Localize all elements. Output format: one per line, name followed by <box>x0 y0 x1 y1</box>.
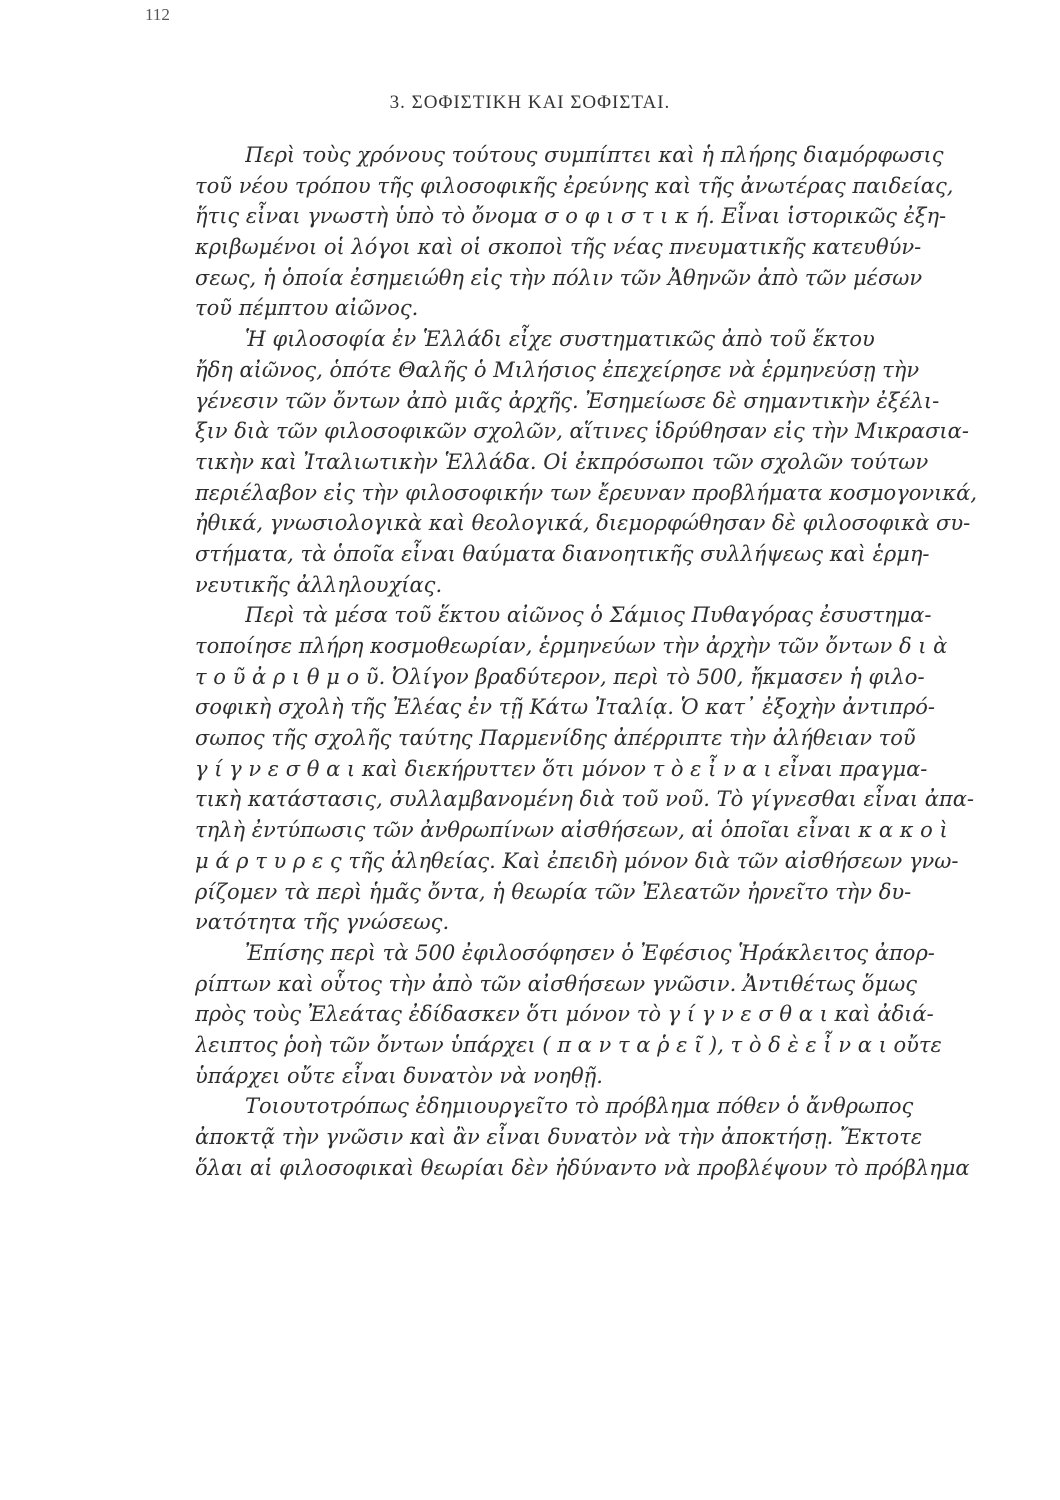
text-line: τικὴν καὶ Ἰταλιωτικὴν Ἑλλάδα. Οἱ ἐκπρόσωποι τῶν σχολῶν τούτων <box>195 449 929 474</box>
text-line: τ ο ῦ ἀ ρ ι θ μ ο ῦ. Ὀλίγον βραδύτερον, περὶ τὸ 500, ἤκμασεν ἡ φιλο- <box>195 664 925 689</box>
text-line: τηλὴ ἐντύπωσις τῶν ἀνθρωπίνων αἰσθήσεων, αἱ ὁποῖαι εἶναι κ α κ ο ὶ <box>195 818 948 843</box>
text-line: γ ί γ ν ε σ θ α ι καὶ διεκήρυττεν ὅτι μόνον τ ὸ ε ἶ ν α ι εἶναι πραγμα- <box>195 756 928 781</box>
text-line: ξιν διὰ τῶν φιλοσοφικῶν σχολῶν, αἵτινες ἱδρύθησαν εἰς τὴν Μικρασια- <box>195 419 969 444</box>
body-text <box>195 140 995 1183</box>
text-line: περιέλαβον εἰς τὴν φιλοσοφικήν των ἔρευναν προβλήματα κοσμογονικά, <box>195 480 978 505</box>
text-line: ρίζομεν τὰ περὶ ἡμᾶς ὄντα, ἡ θεωρία τῶν Ἐλεατῶν ἠρνεῖτο τὴν δυ- <box>195 879 912 904</box>
text-line: νευτικῆς ἀλληλουχίας. <box>195 572 443 597</box>
section-title: 3. ΣΟΦΙΣΤΙΚΗ ΚΑΙ ΣΟΦΙΣΤΑΙ. <box>389 92 671 113</box>
text-line: Ἐπίσης περὶ τὰ 500 ἐφιλοσόφησεν ὁ Ἐφέσιος Ἡράκλειτος ἀπορ- <box>245 940 935 965</box>
text-line: ἤδη αἰῶνος, ὁπότε Θαλῆς ὁ Μιλήσιος ἐπεχείρησε νὰ ἑρμηνεύσῃ τὴν <box>195 357 920 382</box>
text-line: γένεσιν τῶν ὄντων ἀπὸ μιᾶς ἀρχῆς. Ἐσημείωσε δὲ σημαντικὴν ἐξέλι- <box>195 388 940 413</box>
text-line: ἥτις εἶναι γνωστὴ ὑπὸ τὸ ὄνομα σ ο φ ι σ τ ι κ ή. Εἶναι ἱστορικῶς ἐξη- <box>195 204 947 229</box>
text-line: Τοιουτοτρόπως ἐδημιουργεῖτο τὸ πρόβλημα πόθεν ὁ ἄνθρωπος <box>245 1094 914 1119</box>
text-line: μ ά ρ τ υ ρ ε ς τῆς ἀληθείας. Καὶ ἐπειδὴ μόνον διὰ τῶν αἰσθήσεων γνω- <box>195 848 959 873</box>
text-line: ρίπτων καὶ οὗτος τὴν ἀπὸ τῶν αἰσθήσεων γνῶσιν. Ἀντιθέτως ὅμως <box>195 971 917 996</box>
text-line: πρὸς τοὺς Ἐλεάτας ἐδίδασκεν ὅτι μόνον τὸ γ ί γ ν ε σ θ α ι καὶ ἀδιά- <box>195 1002 934 1027</box>
text-line: ἀποκτᾷ τὴν γνῶσιν καὶ ἂν εἶναι δυνατὸν νὰ τὴν ἀποκτήσῃ. Ἔκτοτε <box>195 1125 923 1149</box>
text-line: ὑπάρχει οὔτε εἶναι δυνατὸν νὰ νοηθῇ. <box>195 1063 603 1088</box>
text-line: τοῦ νέου τρόπου τῆς φιλοσοφικῆς ἐρεύνης καὶ τῆς ἀνωτέρας παιδείας, <box>195 173 954 198</box>
text-line: ὅλαι αἱ φιλοσοφικαὶ θεωρίαι δὲν ἠδύναντο νὰ προβλέψουν τὸ πρόβλημα <box>195 1155 970 1180</box>
text-line: σεως, ἡ ὁποία ἐσημειώθη εἰς τὴν πόλιν τῶν Ἀθηνῶν ἀπὸ τῶν μέσων <box>195 265 923 290</box>
text-line: τικὴ κατάστασις, συλλαμβανομένη διὰ τοῦ νοῦ. Τὸ γίγνεσθαι εἶναι ἀπα- <box>195 787 975 812</box>
text-line: Ἡ φιλοσοφία ἐν Ἑλλάδι εἶχε συστηματικῶς ἀπὸ τοῦ ἕκτου <box>245 327 875 352</box>
text-line: λειπτος ῥοὴ τῶν ὄντων ὑπάρχει ( π α ν τ α ῥ ε ῖ ), τ ὸ δ ὲ ε ἶ ν α ι οὔτε <box>195 1032 942 1057</box>
text-line: ἠθικά, γνωσιολογικὰ καὶ θεολογικά, διεμορφώθησαν δὲ φιλοσοφικὰ συ- <box>195 511 971 536</box>
text-line: Περὶ τὰ μέσα τοῦ ἕκτου αἰῶνος ὁ Σάμιος Πυθαγόρας ἐσυστημα- <box>245 603 932 628</box>
text-line: σωπος τῆς σχολῆς ταύτης Παρμενίδης ἀπέρριπτε τὴν ἀλήθειαν τοῦ <box>195 726 916 751</box>
text-line: στήματα, τὰ ὁποῖα εἶναι θαύματα διανοητικῆς συλλήψεως καὶ ἑρμη- <box>195 541 930 566</box>
text-line: νατότητα τῆς γνώσεως. <box>195 910 450 935</box>
text-line: τοποίησε πλήρη κοσμοθεωρίαν, ἑρμηνεύων τὴν ἀρχὴν τῶν ὄντων δ ι ὰ <box>195 634 948 658</box>
text-line: τοῦ πέμπτου αἰῶνος. <box>195 296 419 321</box>
text-line: Περὶ τοὺς χρόνους τούτους συμπίπτει καὶ ἡ πλήρης διαμόρφωσις <box>245 143 944 167</box>
text-line: σοφικὴ σχολὴ τῆς Ἐλέας ἐν τῇ Κάτω Ἰταλίᾳ. Ὁ κατ᾿ ἐξοχὴν ἀντιπρό- <box>195 695 936 720</box>
page-number: 112 <box>145 5 170 24</box>
text-line: κριβωμένοι οἱ λόγοι καὶ οἱ σκοποὶ τῆς νέας πνευματικῆς κατευθύν- <box>195 235 922 260</box>
